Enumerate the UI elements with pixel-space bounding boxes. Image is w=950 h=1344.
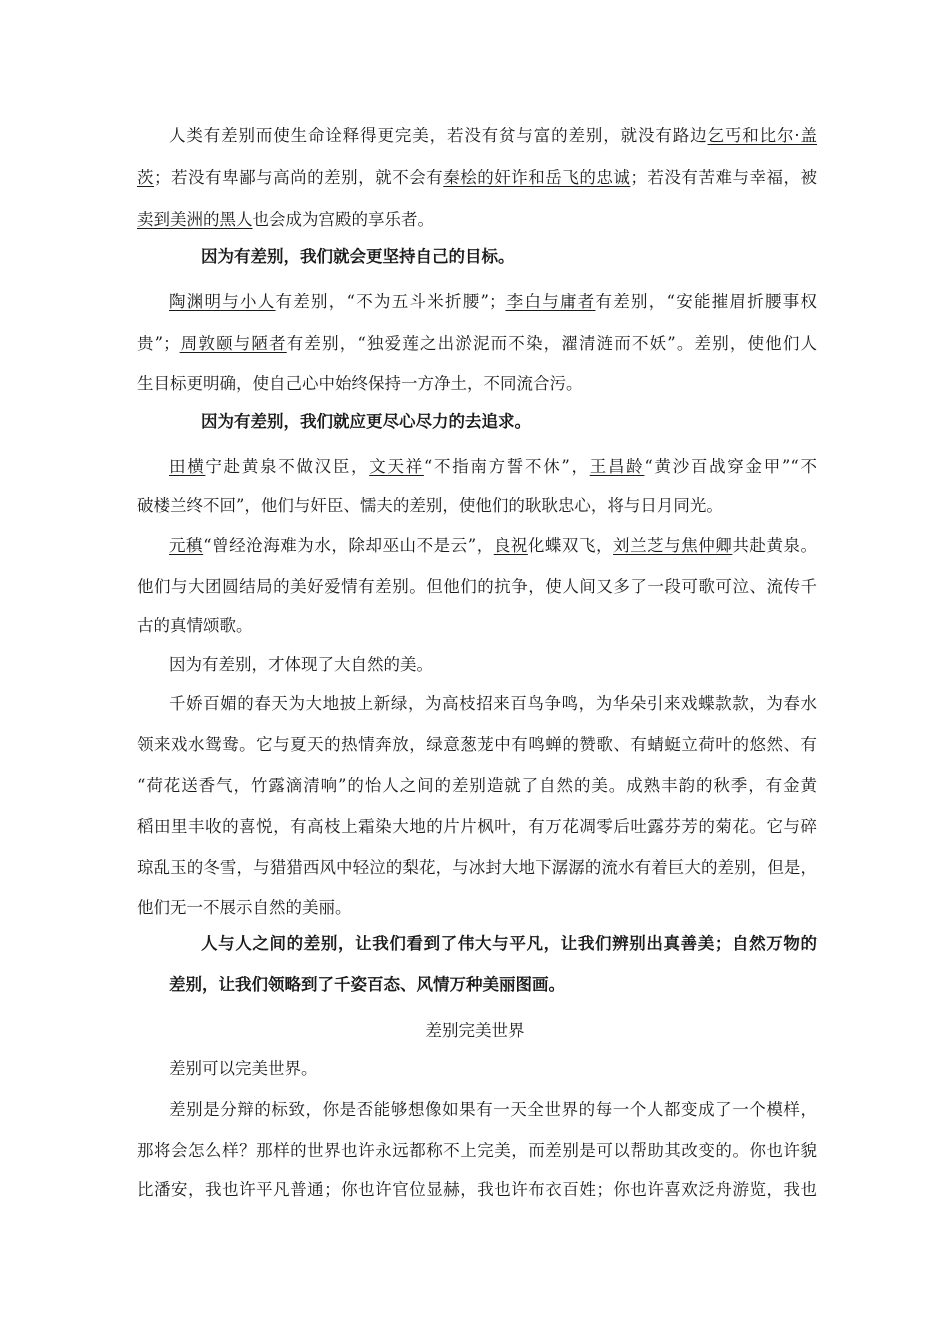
- underlined-text: 陶渊明与小人: [169, 292, 276, 311]
- para-8-line-3: 比潘安，我也许平凡普通；你也许官位显赫，我也许布衣百姓；你也许喜欢泛舟游览，我也: [137, 1180, 817, 1199]
- para-6-line-3: “荷花送香气，竹露滴清响”的怡人之间的差别造就了自然的美。成熟丰韵的秋季，有金黄: [137, 776, 817, 795]
- underlined-text: 周敦颐与陋者: [179, 334, 287, 353]
- underlined-text: 乞丐和比尔·盖: [707, 126, 818, 145]
- para-5: 因为有差别，才体现了大自然的美。: [169, 655, 433, 674]
- underlined-text: 刘兰芝与焦仲卿: [613, 536, 733, 555]
- text: 也会成为宫殿的享乐者。: [252, 210, 434, 229]
- para-3-line-1: [169, 455, 817, 479]
- underlined-text: 元稹: [169, 536, 204, 555]
- text: ；若没有卑鄙与高尚的差别，就不会有: [154, 168, 444, 187]
- para-4-line-1: [169, 534, 817, 558]
- underlined-text: 茨: [137, 168, 155, 187]
- bold-heading-3-line-1: 人与人之间的差别，让我们看到了伟大与平凡，让我们辨别出真善美；自然万物的: [201, 934, 817, 953]
- para-1-line-1: [169, 124, 817, 148]
- para-4-line-2: 他们与大团圆结局的美好爱情有差别。但他们的抗争，使人间又多了一段可歌可泣、流传千: [137, 577, 817, 596]
- bold-heading-2: 因为有差别，我们就应更尽心尽力的去追求。: [201, 412, 531, 431]
- text: “曾经沧海难为水，除却巫山不是云”，: [203, 536, 494, 555]
- para-4-line-3: 古的真情颂歌。: [137, 616, 253, 635]
- text: 有差别，“安能摧眉折腰事权: [595, 292, 817, 311]
- bold-heading-1: 因为有差别，我们就会更坚持自己的目标。: [201, 247, 515, 266]
- section-title: 差别完美世界: [425, 1021, 525, 1040]
- para-6-line-2: 领来戏水鸳鸯。它与夏天的热情奔放，绿意葱茏中有鸣蝉的赞歌、有蜻蜓立荷叶的悠然、有: [137, 735, 817, 754]
- text: 有差别，“不为五斗米折腰”；: [275, 292, 506, 311]
- para-1-line-2: [137, 166, 817, 190]
- text: 贵”；: [137, 334, 180, 353]
- text: “不指南方誓不休”，: [423, 457, 590, 476]
- underlined-text: 良祝: [493, 536, 528, 555]
- bold-heading-3-line-2: 差别，让我们领略到了千姿百态、风情万种美丽图画。: [169, 975, 565, 994]
- underlined-text: 王昌龄: [589, 457, 645, 476]
- para-6-line-4: 稻田里丰收的喜悦，有高枝上霜染大地的片片枫叶，有万花凋零后吐露芬芳的菊花。它与碎: [137, 817, 817, 836]
- text: 化蝶双飞，: [527, 536, 614, 555]
- text: 人类有差别而使生命诠释得更完美，若没有贫与富的差别，就没有路边: [169, 126, 708, 145]
- underlined-text: 田横: [169, 457, 206, 476]
- para-2-line-2: [137, 332, 817, 356]
- text: 共赴黄泉。: [732, 536, 818, 555]
- underlined-text: 卖到美洲的黑人: [137, 210, 253, 229]
- text: 有差别，“独爱莲之出淤泥而不染，濯清涟而不妖”。差别，使他们人: [286, 334, 818, 353]
- text: ；若没有苦难与幸福，被: [630, 168, 818, 187]
- para-8-line-2: 那将会怎么样？那样的世界也许永远都称不上完美，而差别是可以帮助其改变的。你也许貌: [137, 1141, 817, 1160]
- para-8-line-1: 差别是分辩的标致，你是否能够想像如果有一天全世界的每一个人都变成了一个模样，: [169, 1100, 817, 1119]
- para-2-line-1: [169, 290, 817, 314]
- para-6-line-5: 琼乱玉的冬雪，与猎猎西风中轻泣的梨花，与冰封大地下潺潺的流水有着巨大的差别，但是，: [137, 858, 817, 877]
- para-6-line-6: 他们无一不展示自然的美丽。: [137, 898, 352, 917]
- para-7: 差别可以完美世界。: [169, 1059, 318, 1078]
- para-1-line-3: [137, 208, 817, 232]
- para-2-line-3: 生目标更明确，使自己心中始终保持一方净土，不同流合污。: [137, 374, 583, 393]
- text: 宁赴黄泉不做汉臣，: [205, 457, 370, 476]
- para-6-line-1: 千娇百媚的春天为大地披上新绿，为高枝招来百鸟争鸣，为华朵引来戏蝶款款，为春水: [169, 694, 817, 713]
- underlined-text: 秦桧的奸诈和岳飞的忠诚: [443, 168, 631, 187]
- text: “黄沙百战穿金甲”“不: [644, 457, 817, 476]
- para-3-line-2: 破楼兰终不回”，他们与奸臣、懦夫的差别，使他们的耿耿忠心，将与日月同光。: [137, 496, 723, 515]
- underlined-text: 文天祥: [369, 457, 424, 476]
- underlined-text: 李白与庸者: [505, 292, 596, 311]
